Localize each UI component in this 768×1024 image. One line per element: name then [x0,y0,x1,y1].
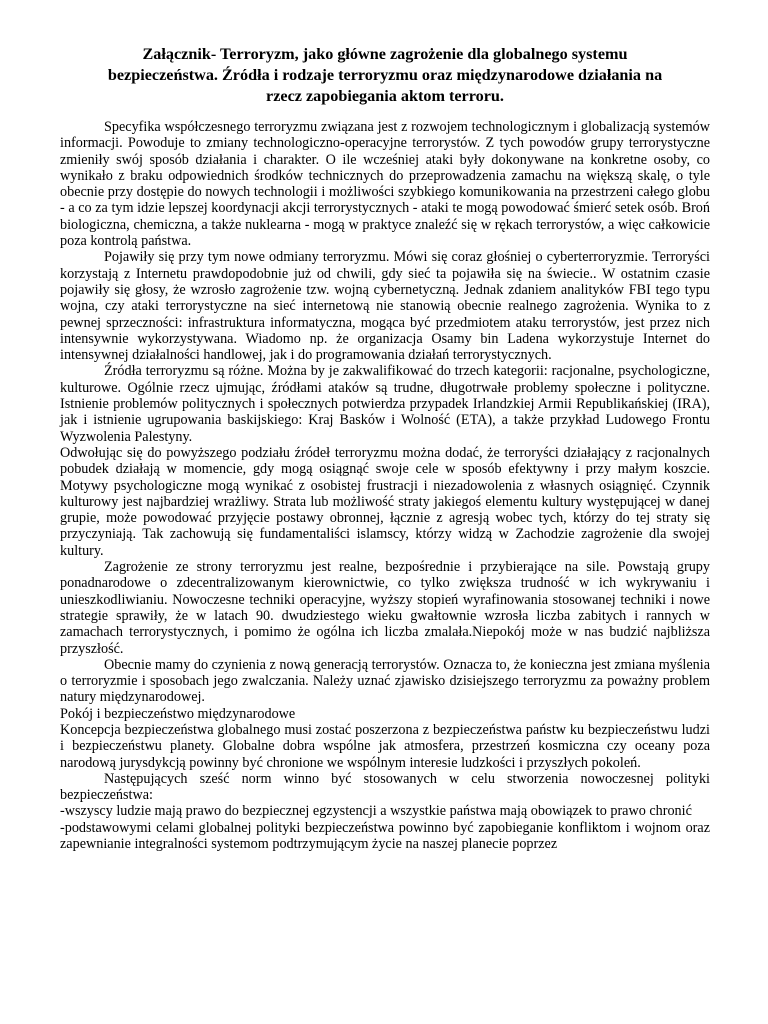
paragraph: Pojawiły się przy tym nowe odmiany terroryzmu. Mówi się coraz głośniej o cyberterroryzmie. Terroryści korzystają z Internetu prawdopodobnie już od chwili, gdy sieć ta pojawiła się na świecie.. W ostatnim czasie pojawiły się głosy, że wzrosło zagrożenie tzw. wojną cybernetyczną. Jednak zdaniem analityków FBI tego typu wojna, czy ataki terrorystyczne na sieć internetową nie stanowią obecnie realnego zagrożenia. Wynika to z pewnej sprzeczności: infrastruktura informatyczna, mogąca być przedmiotem ataku terrorystów, jest przez nich intensywnie wykorzystywana. Wiadomo np. że organizacja Osamy bin Ladena wykorzystuje Internet do intensywnej działalności handlowej, jak i do programowania działań terrorystycznych. [60,249,710,364]
document-page [60,44,710,852]
paragraph: Obecnie mamy do czynienia z nową generacją terrorystów. Oznacza to, że konieczna jest zmiana myślenia o terroryzmie i sposobach jego zwalczania. Należy uznać zjawisko dzisiejszego terroryzmu za poważny problem natury międzynarodowej. [60,656,710,706]
title-line-3: rzecz zapobiegania aktom terroru. [266,87,504,105]
paragraph: Odwołując się do powyższego podziału źródeł terroryzmu można dodać, że terroryści działający z racjonalnych pobudek działają w momencie, gdy mogą osiągnąć swoje cele w sposób efektywny i przy małym koszcie. Motywy psychologiczne mogą wynikać z osobistej frustracji i niezadowolenia z własnych osiągnięć. Czynnik kulturowy jest najbardziej wrażliwy. Strata lub możliwość straty jakiegoś elementu kultury występującej w danej grupie, może powodować przyjęcie postawy obronnej, łącznie z agresją wobec tych, którzy do tej straty się przyczyniają. Tak zachowują się fundamentaliści islamscy, którzy widzą w Zachodzie zagrożenie dla swojej kultury. [60,444,710,559]
paragraph: Następujących sześć norm winno być stosowanych w celu stworzenia nowoczesnej polityki bezpieczeństwa: [60,770,710,804]
section-heading: Pokój i bezpieczeństwo międzynarodowe [60,705,296,722]
paragraph: Zagrożenie ze strony terroryzmu jest realne, bezpośrednie i przybierające na sile. Powstają grupy ponadnarodowe o zdecentralizowanym kierownictwie, co tylko zwiększa trudność w ich wykrywaniu i unieszkodliwianiu. Nowoczesne techniki operacyjne, wyższy stopień wyrafinowania stosowanej techniki i nowe strategie sprawiły, że w latach 90. dwudziestego wieku gwałtownie wzrosła liczba zabitych i rannych w zamachach terrorystycznych, i pomimo że ogólna ich liczba zmalała.Niepokój może w nas budzić najbliższa przyszłość. [60,559,710,657]
document-title [60,44,710,107]
title-line-1: Załącznik- Terroryzm, jako główne zagrożenie dla globalnego systemu [142,45,628,63]
paragraph: Koncepcja bezpieczeństwa globalnego musi zostać poszerzona z bezpieczeństwa państw ku bezpieczeństwu ludzi i bezpieczeństwu planety. Globalne dobra wspólne jak atmosfera, przestrzeń kosmiczna czy oceany poza narodową jurysdykcją powinny być chronione we wspólnym interesie ludzkości i przyszłych pokoleń. [60,721,710,771]
list-item: -wszyscy ludzie mają prawo do bezpiecznej egzystencji a wszystkie państwa mają obowiązek to prawo chronić [60,803,692,820]
list-item: -podstawowymi celami globalnej polityki bezpieczeństwa powinno być zapobieganie konfliktom i wojnom oraz zapewnianie integralności systemom podtrzymującym życie na naszej planecie poprzez [60,819,710,853]
document-body [60,119,710,852]
title-line-2: bezpieczeństwa. Źródła i rodzaje terroryzmu oraz międzynarodowe działania na [107,66,663,84]
paragraph: Specyfika współczesnego terroryzmu związana jest z rozwojem technologicznym i globalizacją systemów informacji. Powoduje to zmiany technologiczno-operacyjne terrorystów. Z tych powodów grupy terrorystyczne zmieniły swój sposób działania i charakter. O ile wcześniej ataki były dokonywane na konkretne osoby, co wynikało z braku odpowiednich środków technicznych do przeprowadzenia zamachu na większą skalę, o tyle obecnie przy dostępie do nowych technologii i możliwości szybkiego komunikowania na przestrzeni całego globu - a co za tym idzie lepszej koordynacji akcji terrorystycznych - ataki te mogą powodować śmierć setek osób. Broń biologiczna, chemiczna, a także nuklearna - mogą w praktyce znaleźć się w rękach terrorystów, a więc całkowicie poza kontrolą państwa. [60,119,710,250]
paragraph: Źródła terroryzmu są różne. Można by je zakwalifikować do trzech kategorii: racjonalne, psychologiczne, kulturowe. Ogólnie rzecz ujmując, źródłami ataków są trudne, długotrwałe problemy społeczne i polityczne. Istnienie problemów politycznych i społecznych potwierdza przypadek Irlandzkiej Armii Republikańskiej (IRA), jak i istnienie ugrupowania baskijskiego: Kraj Basków i Wolność (ETA), a także przykład Ludowego Frontu Wyzwolenia Palestyny. [60,363,710,445]
